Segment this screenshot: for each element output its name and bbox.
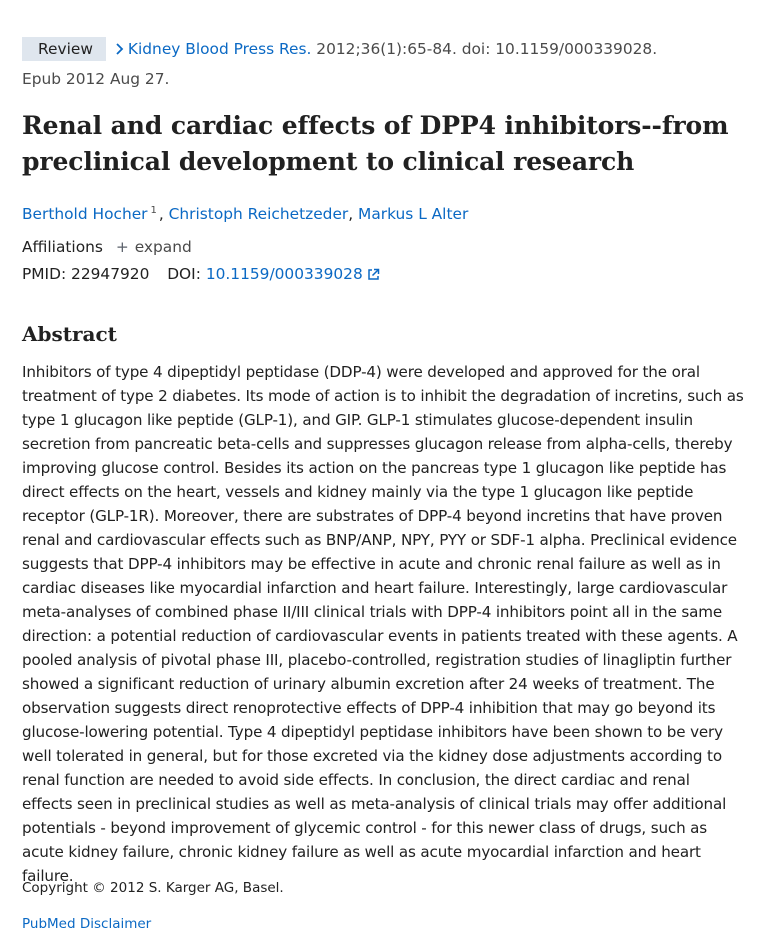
- expand-label: expand: [134, 238, 192, 256]
- citation-details: 2012;36(1):65-84. doi: 10.1159/000339028.: [311, 40, 658, 58]
- author-link[interactable]: Christoph Reichetzeder: [168, 205, 349, 223]
- author-list: Berthold Hocher $^1$ , Christoph Reichetzeder, Markus L Alter: [22, 205, 469, 223]
- chevron-right-icon[interactable]: [115, 37, 128, 61]
- review-badge: Review: [22, 37, 106, 61]
- abstract-heading: Abstract: [22, 322, 117, 346]
- doi-link[interactable]: [206, 265, 380, 283]
- identifiers-row: [22, 262, 380, 288]
- doi-value: 10.1159/000339028: [205, 265, 363, 283]
- external-link-icon: [367, 264, 380, 288]
- pmid-label: PMID:: [22, 265, 67, 283]
- citation-line: [22, 37, 744, 61]
- affiliations-label: Affiliations: [22, 238, 103, 256]
- affiliations-expand-button[interactable]: [116, 238, 192, 256]
- author-link[interactable]: Markus L Alter: [358, 205, 469, 223]
- abstract-text: Inhibitors of type 4 dipeptidyl peptidase (DDP-4) were developed and approved for the oral treatment of type 2 diabetes. Its mode of action is to inhibit the degradation of incretins, such as type 1 glucagon like peptide (GLP-1), and GIP. GLP-1 stimulates glucose-dependent insulin secretion from pancreatic beta-cells and suppresses glucagon release from alpha-cells, thereby improving glucose control. Besides its action on the pancreas type 1 glucagon like peptide has direct effects on the heart, vessels and kidney mainly via the type 1 glucagon like peptide receptor (GLP-1R). Moreover, there are substrates of DPP-4 beyond incretins that have proven renal and cardiovascular effects such as BNP/ANP, NPY, PYY or SDF-1 alpha. Preclinical evidence suggests that DPP-4 inhibitors may be effective in acute and chronic renal failure as well as in cardiac diseases like myocardial infarction and heart failure. Interestingly, large cardiovascular meta-analyses of combined phase II/III clinical trials with DPP-4 inhibitors point all in the same direction: a potential reduction of cardiovascular events in patients treated with these agents. A pooled analysis of pivotal phase III, placebo-controlled, registration studies of linagliptin further showed a significant reduction of urinary albumin excretion after 24 weeks of treatment. The observation suggests direct renoprotective effects of DPP-4 inhibition that may go beyond its glucose-lowering potential. Type 4 dipeptidyl peptidase inhibitors have been shown to be very well tolerated in general, but for those excreted via the kidney dose adjustments according to renal function are needed to avoid side effects. In conclusion, the direct cardiac and renal effects seen in preclinical studies as well as meta-analysis of clinical trials may offer additional potentials - beyond improvement of glycemic control - for this newer class of drugs, such as acute kidney failure, chronic kidney failure as well as acute myocardial infarction and heart failure.: [22, 363, 744, 885]
- doi-label: DOI:: [167, 265, 201, 283]
- epub-date: Epub 2012 Aug 27.: [22, 70, 170, 88]
- pubmed-disclaimer-link[interactable]: PubMed Disclaimer: [22, 916, 152, 932]
- author-link[interactable]: Berthold Hocher: [22, 205, 148, 223]
- plus-icon: +: [115, 238, 129, 256]
- affiliations-row: [22, 235, 192, 259]
- journal-link[interactable]: Kidney Blood Press Res.: [127, 40, 312, 58]
- pmid-value: 22947920: [71, 265, 150, 283]
- affiliation-number[interactable]: 1: [150, 205, 157, 216]
- article-title: Renal and cardiac effects of DPP4 inhibitors--from preclinical development to clinical research: [22, 111, 729, 176]
- copyright-text: Copyright © 2012 S. Karger AG, Basel.: [22, 880, 284, 896]
